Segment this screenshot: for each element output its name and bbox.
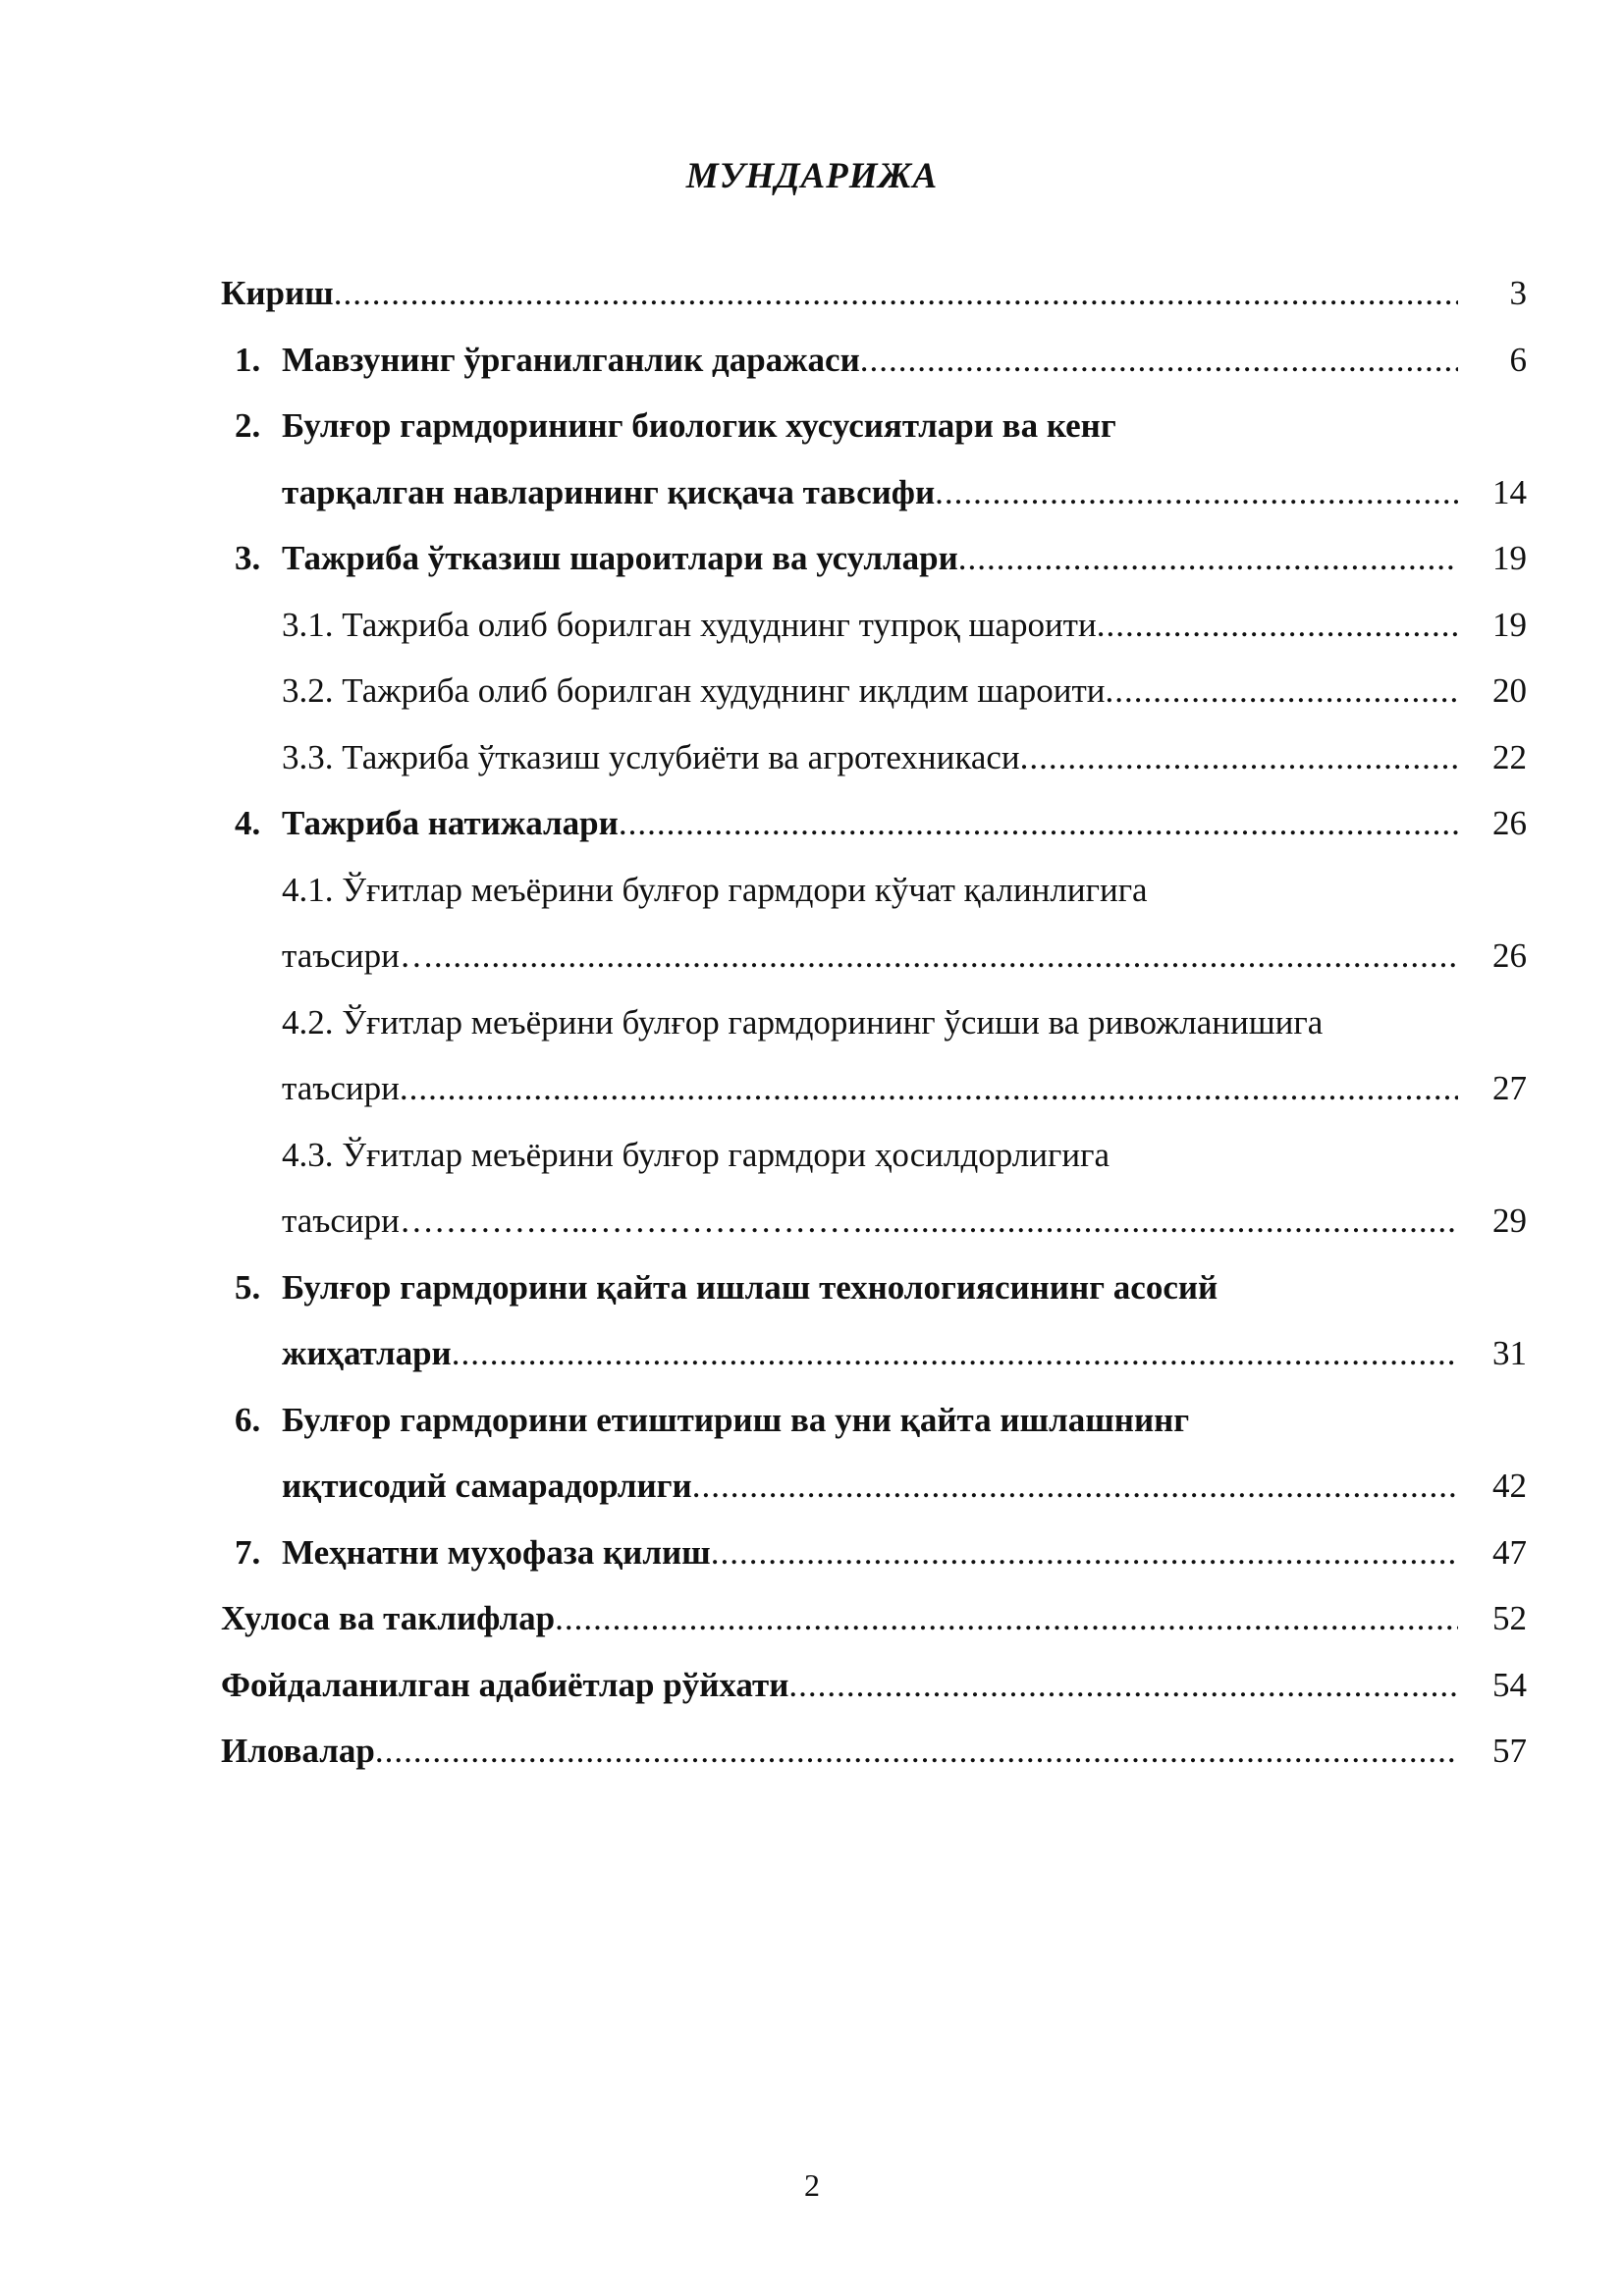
dot-leader	[434, 923, 1458, 989]
dot-leader	[375, 1718, 1458, 1785]
dot-leader	[958, 525, 1458, 592]
table-of-contents	[221, 260, 1527, 1785]
toc-entry-page: 52	[1492, 1599, 1527, 1637]
toc-entry-text: Кириш	[221, 274, 334, 312]
dot-leader	[711, 1520, 1458, 1586]
toc-entry-page: 26	[1492, 804, 1527, 842]
toc-entry	[221, 327, 1527, 394]
toc-title: МУНДАРИЖА	[685, 156, 939, 196]
dot-leader	[863, 1188, 1458, 1255]
toc-entry-text: таъсири……………..……………………	[282, 1201, 864, 1240]
toc-entry-page: 19	[1492, 539, 1527, 577]
toc-entry-page: 29	[1492, 1201, 1527, 1240]
toc-entry-text: тарқалган навларининг қисқача тавсифи	[282, 472, 936, 511]
toc-entry-number: 4.	[235, 804, 261, 842]
toc-entry	[221, 724, 1527, 791]
toc-entry-text: Хулоса ва таклифлар	[221, 1599, 556, 1637]
toc-entry-text: иқтисодий самарадорлиги	[282, 1467, 692, 1505]
toc-entry	[221, 393, 1527, 525]
dot-leader	[334, 260, 1458, 327]
toc-entry-page: 42	[1492, 1467, 1527, 1505]
toc-entry	[221, 1387, 1527, 1520]
toc-entry	[221, 989, 1527, 1122]
toc-entry-number: 1.	[235, 340, 261, 379]
dot-leader	[1020, 724, 1458, 791]
toc-entry	[221, 525, 1527, 592]
toc-entry-number: 2.	[235, 406, 261, 445]
toc-entry-page: 19	[1492, 605, 1527, 644]
toc-entry-text: жиҳатлари	[282, 1334, 452, 1372]
toc-entry-text: 3.1. Тажриба олиб борилган худуднинг тупроқ шароити	[282, 605, 1097, 644]
toc-entry-text: 4.2. Ўғитлар меъёрини булғор гармдорининг ўсиши ва ривожланишига	[282, 1002, 1324, 1041]
toc-entry	[221, 857, 1527, 989]
toc-entry-page: 31	[1492, 1334, 1527, 1372]
toc-entry	[221, 592, 1527, 659]
toc-entry-page: 6	[1509, 340, 1527, 379]
toc-entry-page: 47	[1492, 1532, 1527, 1572]
toc-entry-number: 3.	[235, 539, 261, 577]
page-number: 2	[804, 2167, 820, 2203]
toc-entry-text: Булғор гармдорини етиштириш ва уни қайта ишлашнинг	[282, 1400, 1190, 1439]
toc-entry-text: 3.2. Тажриба олиб борилган худуднинг иқлдим шароити	[282, 671, 1106, 710]
dot-leader	[692, 1453, 1458, 1520]
toc-entry-page: 27	[1492, 1069, 1527, 1107]
dot-leader	[400, 1055, 1458, 1122]
toc-entry-text: Фойдаланилган адабиётлар рўйхати	[221, 1665, 789, 1704]
toc-entry-number: 7.	[235, 1532, 261, 1572]
toc-entry-text: Мавзунинг ўрганилганлик даражаси	[282, 340, 860, 379]
dot-leader	[788, 1652, 1458, 1719]
toc-entry-text: 3.3. Тажриба ўтказиш услубиёти ва агротехникаси	[282, 737, 1020, 776]
toc-entry	[221, 260, 1527, 327]
toc-entry-text: таъсири	[282, 1069, 400, 1107]
toc-entry-text: Булғор гармдорини қайта ишлаш технологиясининг асосий	[282, 1267, 1218, 1307]
toc-entry-page: 26	[1492, 936, 1527, 975]
dot-leader	[935, 459, 1458, 526]
toc-entry-page: 14	[1492, 472, 1527, 511]
toc-entry	[221, 1255, 1527, 1387]
toc-entry	[221, 658, 1527, 724]
toc-entry-page: 22	[1492, 737, 1527, 776]
toc-entry-text: таъсири…	[282, 936, 434, 975]
toc-entry	[221, 1122, 1527, 1255]
dot-leader	[555, 1585, 1458, 1652]
toc-entry-page: 20	[1492, 671, 1527, 710]
toc-entry	[221, 1520, 1527, 1586]
toc-entry-number: 6.	[235, 1400, 261, 1439]
toc-entry-text: 4.1. Ўғитлар меъёрини булғор гармдори кўчат қалинлигига	[282, 870, 1148, 909]
dot-leader	[860, 327, 1458, 394]
dot-leader	[619, 790, 1458, 857]
toc-entry-text: Булғор гармдорининг биологик хусусиятлари ва кенг	[282, 406, 1116, 445]
dot-leader	[452, 1320, 1458, 1387]
toc-entry-text: Иловалар	[221, 1732, 375, 1770]
toc-entry-text: 4.3. Ўғитлар меъёрини булғор гармдори ҳосилдорлигига	[282, 1135, 1110, 1174]
dot-leader	[1097, 592, 1458, 659]
toc-entry	[221, 1718, 1527, 1785]
toc-entry-text: Тажриба ўтказиш шароитлари ва усуллари	[282, 539, 958, 577]
toc-entry	[221, 1652, 1527, 1719]
toc-entry-number: 5.	[235, 1267, 261, 1307]
toc-entry	[221, 1585, 1527, 1652]
toc-entry-text: Тажриба натижалари	[282, 804, 619, 842]
toc-entry	[221, 790, 1527, 857]
toc-entry-page: 57	[1492, 1732, 1527, 1770]
toc-entry-page: 3	[1509, 274, 1527, 312]
toc-entry-page: 54	[1492, 1665, 1527, 1704]
toc-entry-text: Меҳнатни муҳофаза қилиш	[282, 1532, 711, 1572]
dot-leader	[1106, 658, 1458, 724]
